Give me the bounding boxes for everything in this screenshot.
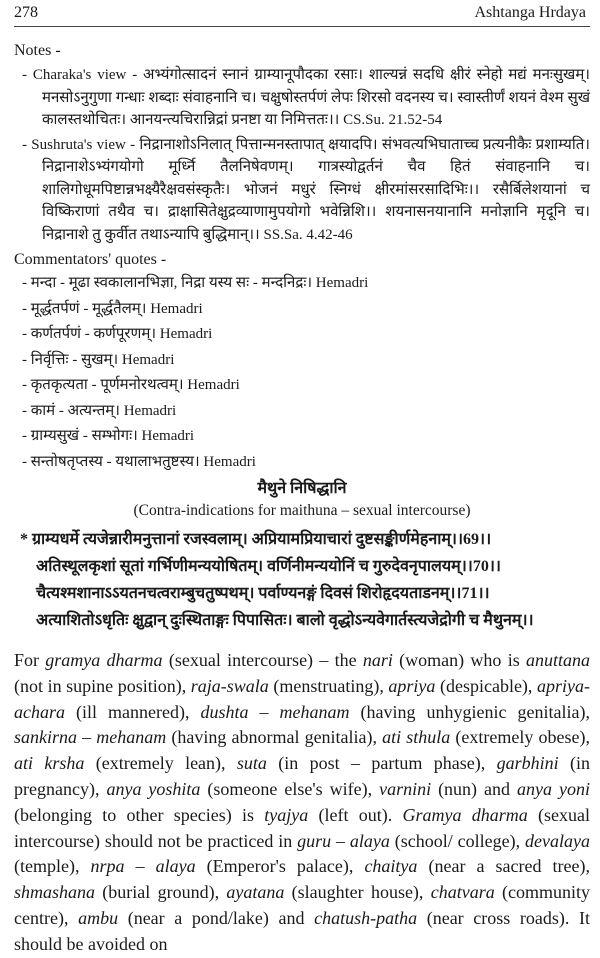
- body-text: (extremely lean),: [84, 753, 237, 774]
- body-text: (sexual intercourse) – the: [162, 650, 363, 670]
- running-head: [14, 0, 590, 32]
- body-text: (temple),: [14, 856, 91, 877]
- body-text: (despicable),: [435, 675, 537, 696]
- list-item: - मूर्द्धतर्पणं - मूर्द्धतैलम्। Hemadri: [22, 300, 203, 317]
- list-item: - कृतकृत्यता - पूर्णमनोरथत्वम्। Hemadri: [22, 377, 240, 393]
- verse-line: अत्याशितोऽधृतिः क्षुद्वान् दुःस्थिताङ्गः पिपासितः। बालो वृद्धोऽन्यवेगार्तस्त्यजेद्रोगी च मैथुनम्।।: [36, 612, 534, 629]
- body-text: (slaughter house),: [284, 882, 431, 903]
- body-text: (near cross roads). It should be avoided on: [14, 907, 590, 954]
- sanskrit-term: ati sthula: [382, 727, 451, 748]
- body-text: (nun) and: [431, 778, 518, 799]
- body-text: (Emperor's palace),: [195, 856, 365, 877]
- sanskrit-term: dushta – mehanam: [200, 701, 350, 722]
- list-item: - ग्राम्यसुखं - सम्भोगः। Hemadri: [22, 428, 195, 444]
- commentators-list: [14, 271, 590, 475]
- sanskrit-term: guru – alaya: [297, 830, 390, 851]
- body-text: (left out).: [308, 804, 403, 825]
- body-text: (sexual intercourse) should not be practiced in: [14, 804, 591, 851]
- sanskrit-term: sankirna – mehanam: [14, 727, 167, 748]
- book-title: Ashtanga Hrdaya: [474, 4, 586, 21]
- header-rule: [14, 26, 590, 27]
- sanskrit-term: ambu: [78, 907, 119, 928]
- sanskrit-term: anuttana: [525, 650, 590, 670]
- verse-block: [14, 526, 590, 634]
- list-item: - कर्णतर्पणं - कर्णपूरणम्। Hemadri: [22, 326, 213, 342]
- body-text: (someone else's wife),: [200, 778, 380, 799]
- verse-line: * ग्राम्यधर्मे त्यजेन्नारीमनुत्तानां रजस्वलाम्। अप्रियामप्रियाचारां दुष्टसङ्कीर्णमेहनाम्।।69।।: [20, 531, 492, 548]
- sanskrit-term: tyajya: [264, 804, 309, 825]
- sanskrit-term: raja-swala: [190, 675, 269, 696]
- sanskrit-term: anya yoshita: [106, 778, 201, 799]
- translation-paragraph: [14, 648, 590, 958]
- body-text: (having abnormal genitalia),: [166, 727, 383, 748]
- body-text: (in post – partum phase),: [266, 753, 497, 774]
- section-subtitle: (Contra-indications for maithuna – sexual intercourse): [133, 502, 471, 519]
- body-text: (not in supine position),: [14, 675, 191, 696]
- note-charaka: - Charaka's view - अभ्यंगोत्सादनं स्नानं ग्राम्यानूपौदका रसाः। शाल्यन्नं सदधि क्षीरं स्नेहो मद्यं मनःसुखम्। मनसोऽनुगुणा गन्धाः शब्दाः संवाहनानि च। चक्षुषोस्तर्पणं लेपः शिरसो वदनस्य च। स्वास्तीर्णं शयनं वेश्म सुखं कालस्तथोचितः। आनयन्त्यचिरान्निद्रां प्रनष्टा या निमित्ततः।। CS.Su. 21.52-54: [22, 67, 590, 128]
- verse-line: अतिस्थूलकृशां सूतां गर्भिणीमन्ययोषितम्। वर्णिनीमन्ययोनिं च गुरुदेवनृपालयम्।।70।।: [36, 558, 501, 575]
- body-text: (in pregnancy),: [14, 753, 590, 799]
- body-text: (burial ground),: [95, 882, 227, 903]
- sanskrit-term: nrpa – alaya: [90, 856, 196, 877]
- body-text: (community centre),: [14, 882, 591, 928]
- sanskrit-term: ati krsha: [14, 753, 85, 774]
- body-text: (ill mannered),: [65, 701, 201, 722]
- body-text: (extremely obese),: [450, 727, 590, 748]
- sanskrit-term: apriya: [388, 675, 436, 696]
- sanskrit-term: apriya-achara: [14, 675, 590, 722]
- sanskrit-term: ayatana: [226, 882, 285, 903]
- sanskrit-term: varnini: [379, 778, 432, 799]
- sanskrit-term: chaitya: [364, 856, 418, 877]
- body-text: For: [14, 650, 46, 670]
- notes-list: [14, 64, 590, 246]
- verse-line: चैत्यश्मशानाऽऽयतनचत्वराम्बुचतुष्पथम्। पर्वाण्यनङ्गं दिवसं शिरोहृदयताडनम्।।71।।: [36, 585, 490, 602]
- sanskrit-term: garbhini: [496, 753, 559, 774]
- body-text: (woman) who is: [392, 650, 526, 670]
- body-text: (having unhygienic genitalia),: [349, 701, 590, 722]
- sanskrit-term: chatvara: [430, 882, 495, 903]
- body-text: (near a pond/lake) and: [118, 907, 315, 928]
- sanskrit-term: gramya dharma: [45, 650, 163, 670]
- list-item: - सन्तोषतृप्तस्य - यथालाभतुष्टस्य। Hemadri: [22, 453, 256, 470]
- list-item: - कामं - अत्यन्तम्। Hemadri: [22, 402, 177, 419]
- note-sushruta: - Sushruta's view - निद्रानाशोऽनिलात् पित्तान्मनस्तापात् क्षयादपि। संभवत्यभिघाताच्च प्रत्यनीकैः प्रशाम्यति। निद्रानाशेऽभ्यंगयोगो मूर्ध्नि तैलनिषेवणम्। गात्रस्योद्वर्तनं चैव हितं संवाहनानि च। शालिगोधूमपिष्टान्नभक्ष्यैरैक्षवसंस्कृतैः। भोजनं मधुरं स्निग्धं क्षीरमांसरसादिभिः।। रसैर्बिलेशयानां च विष्किराणां तथैव च। द्राक्षासितेक्षुद्रव्याणामुपयोगो भवेन्निशि।। शयनासनयानानि मनोज्ञानि मृदूनि च। निद्रानाशे तु कुर्वीत तथाऽन्यापि बुद्धिमान्।। SS.Sa. 4.42-46: [22, 136, 590, 243]
- body-text: (near a sacred tree),: [417, 856, 590, 877]
- page-number: 278: [14, 4, 38, 21]
- body-text: (belonging to other species) is: [14, 804, 265, 825]
- list-item: - मन्दा - मूढा स्वकालानभिज्ञा, निद्रा यस्य सः - मन्दनिद्रः। Hemadri: [22, 275, 369, 291]
- section-title: मैथुने निषिद्धानि: [257, 480, 347, 497]
- list-item: - निर्वृत्तिः - सुखम्। Hemadri: [22, 351, 175, 368]
- sanskrit-term: devalaya: [525, 830, 590, 851]
- sanskrit-term: nari: [362, 650, 393, 670]
- body-text: (school/ college),: [389, 830, 526, 851]
- sanskrit-term: Gramya dharma: [402, 804, 528, 825]
- sanskrit-term: shmashana: [14, 882, 96, 903]
- notes-heading: Notes -: [14, 42, 61, 59]
- sanskrit-term: anya yoni: [517, 778, 590, 799]
- sanskrit-term: chatush-patha: [314, 907, 418, 928]
- commentators-heading: Commentators' quotes -: [14, 251, 167, 268]
- sanskrit-term: suta: [236, 753, 267, 774]
- body-text: (menstruating),: [268, 675, 389, 696]
